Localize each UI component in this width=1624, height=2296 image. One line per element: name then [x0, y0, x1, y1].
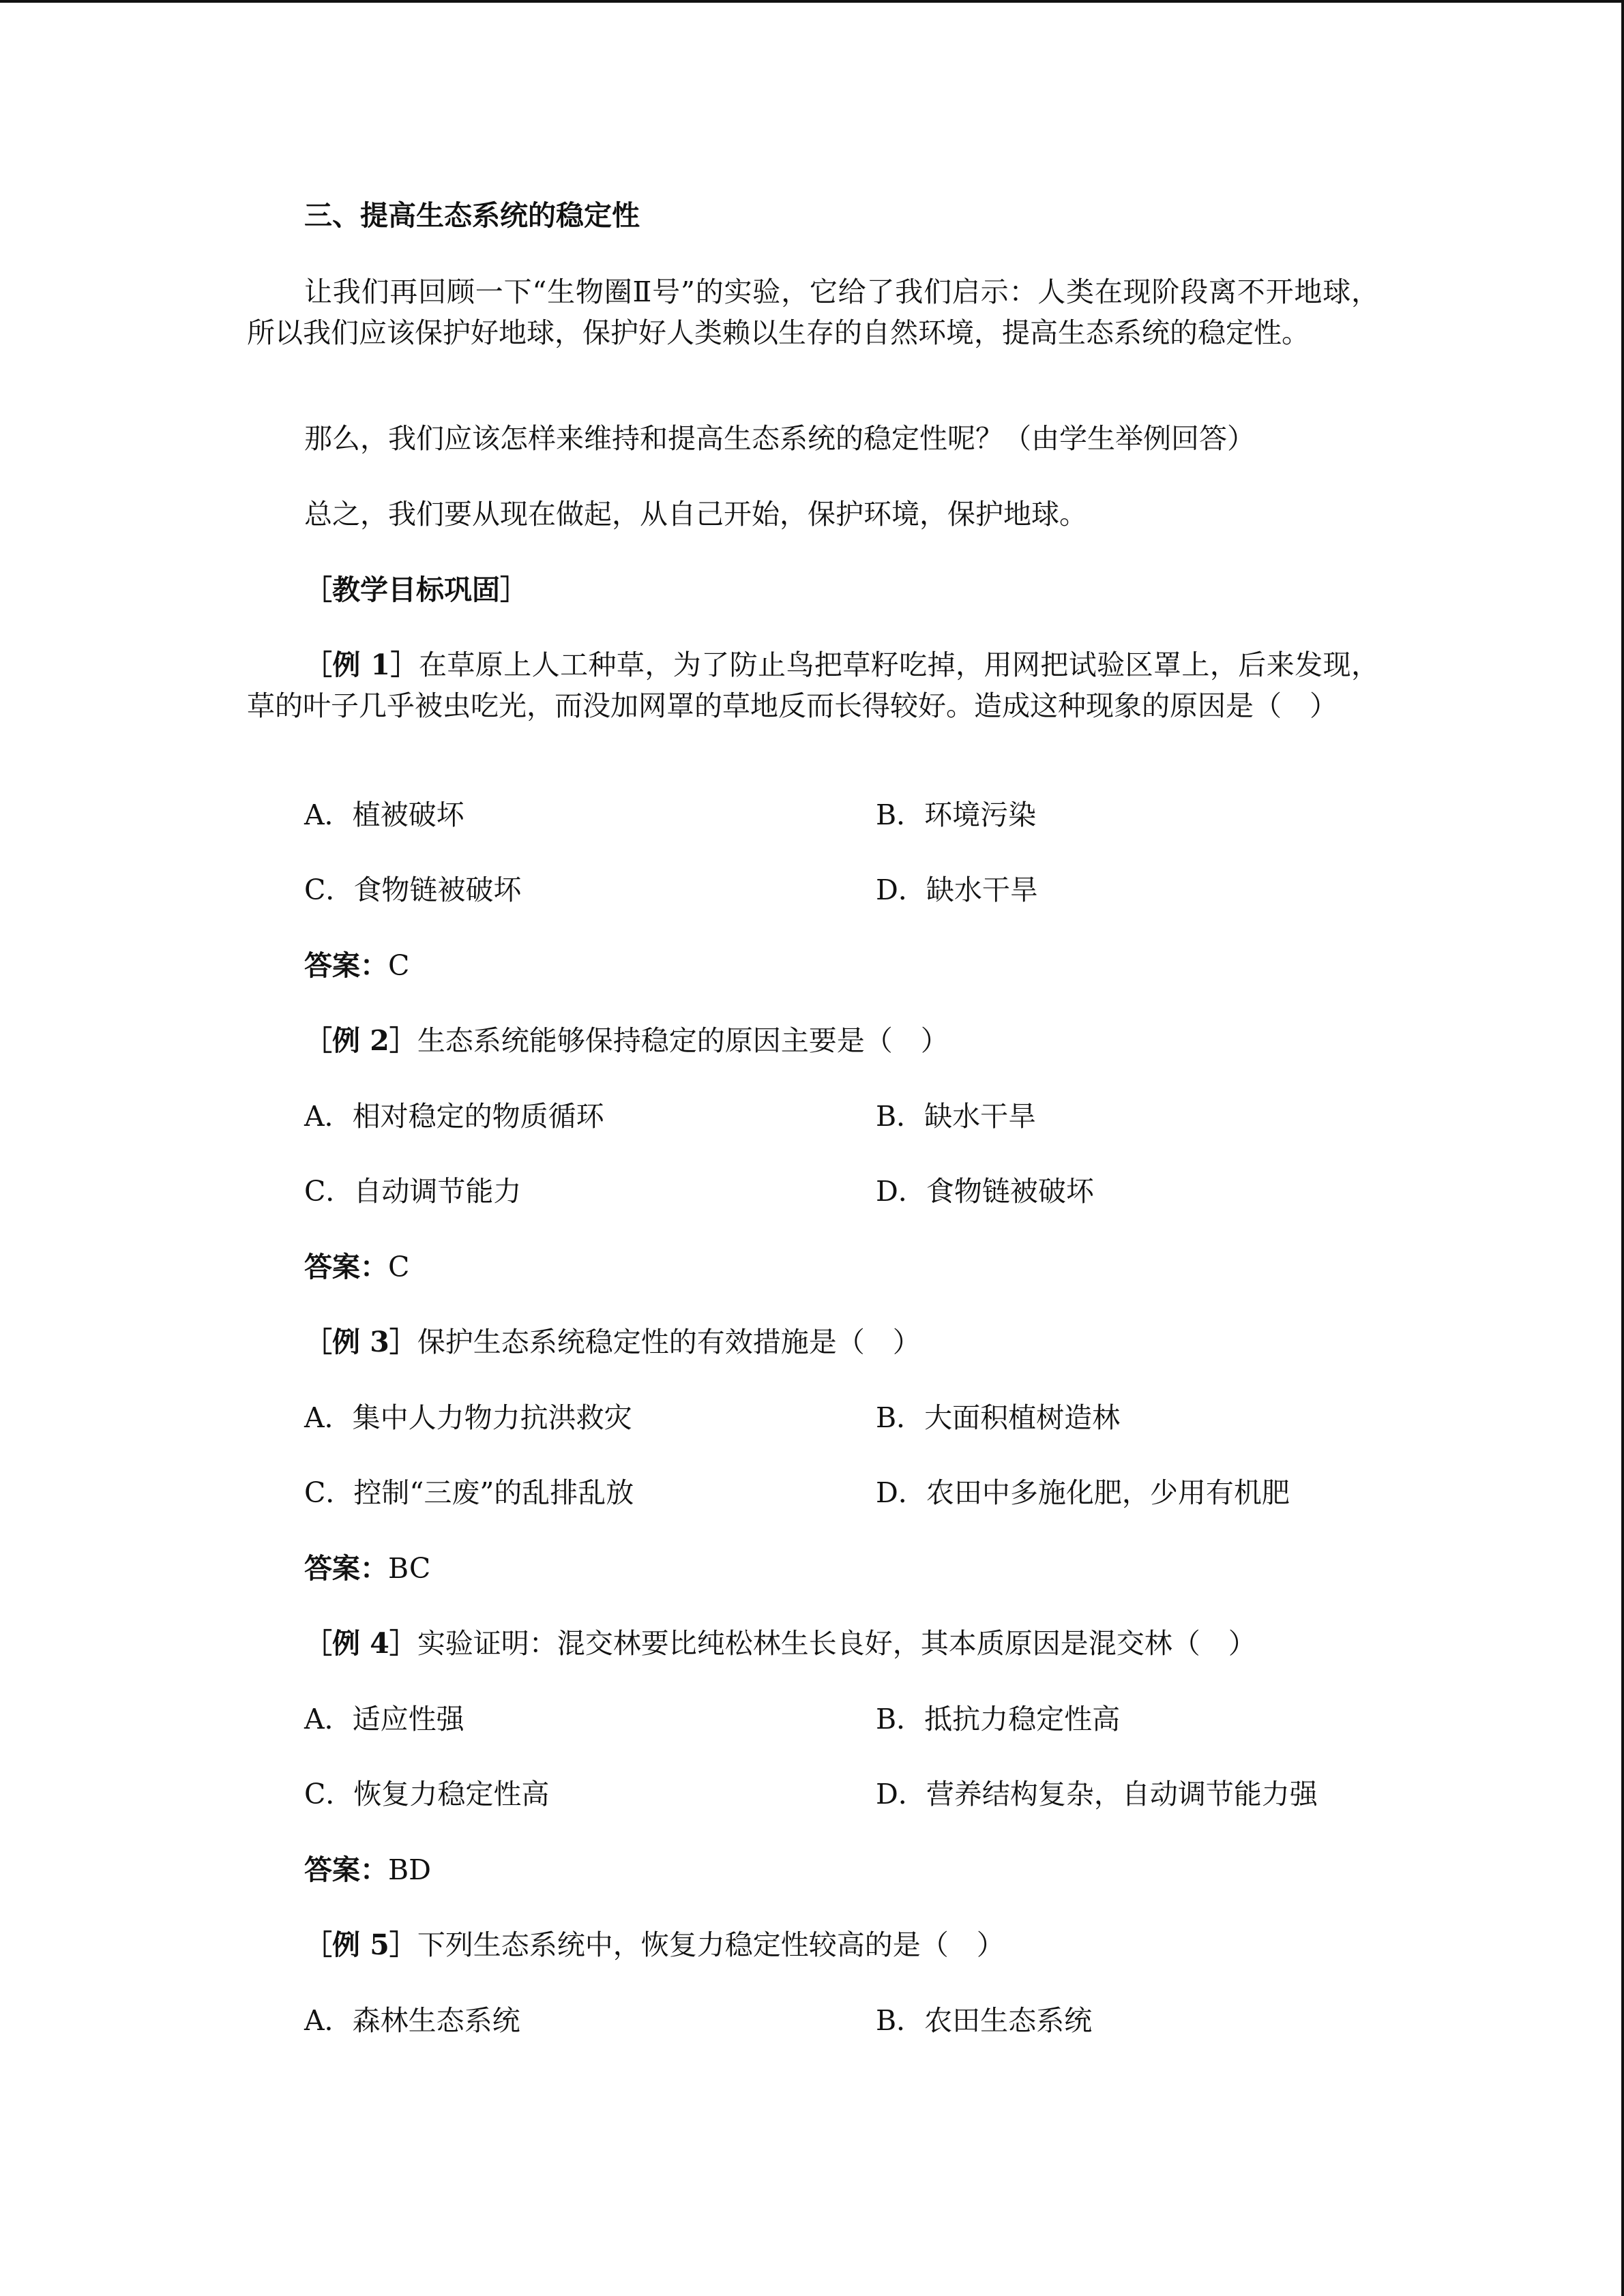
example-2-question	[304, 1020, 949, 1061]
example-2-answer-value: C	[388, 1251, 410, 1283]
example-2-option-b: B．缺水干旱	[876, 1100, 1037, 1133]
example-2-option-c: C．自动调节能力	[304, 1175, 522, 1208]
example-1-answer	[304, 945, 409, 986]
example-1-label: ［例 1］	[304, 648, 419, 681]
example-5-label: ［例 5］	[304, 1928, 417, 1961]
example-4-stem: 实验证明：混交林要比纯松林生长良好，其本质原因是混交林（ ）	[417, 1627, 1256, 1660]
answer-label: 答案：	[304, 949, 388, 982]
example-3-option-b: B．大面积植树造林	[876, 1401, 1121, 1434]
example-1-question	[247, 644, 1379, 726]
example-3-stem: 保护生态系统稳定性的有效措施是（ ）	[417, 1326, 921, 1358]
answer-label: 答案：	[304, 1251, 388, 1283]
page-border-top	[0, 0, 1624, 3]
example-5-question	[304, 1924, 1005, 1965]
example-3-label: ［例 3］	[304, 1326, 417, 1358]
answer-label: 答案：	[304, 1552, 388, 1585]
example-3-answer-value: BC	[388, 1552, 431, 1585]
example-2-option-d: D．食物链被破坏	[876, 1175, 1094, 1208]
example-2-label: ［例 2］	[304, 1024, 417, 1057]
consolidation-heading: ［教学目标巩固］	[304, 573, 528, 606]
example-4-option-c: C．恢复力稳定性高	[304, 1778, 550, 1810]
example-2-answer	[304, 1247, 409, 1287]
summary-paragraph: 总之，我们要从现在做起，从自己开始，保护环境，保护地球。	[304, 498, 1087, 531]
example-2-stem: 生态系统能够保持稳定的原因主要是（ ）	[417, 1024, 949, 1057]
example-1-option-d: D．缺水干旱	[876, 874, 1038, 906]
example-3-answer	[304, 1548, 430, 1589]
example-4-answer-value: BD	[388, 1853, 432, 1886]
example-5-option-a: A．森林生态系统	[304, 2004, 520, 2037]
example-4-label: ［例 4］	[304, 1627, 417, 1660]
intro-paragraph: 让我们再回顾一下“生物圈Ⅱ号”的实验，它给了我们启示：人类在现阶段离不开地球，所以我们应该保护好地球，保护好人类赖以生存的自然环境，提高生态系统的稳定性。	[247, 275, 1379, 349]
example-1-stem: 在草原上人工种草，为了防止鸟把草籽吃掉，用网把试验区罩上，后来发现，草的叶子几乎被虫吃光，而没加网罩的草地反而长得较好。造成这种现象的原因是（ ）	[247, 648, 1379, 722]
example-4-option-b: B．抵抗力稳定性高	[876, 1703, 1121, 1735]
example-1-option-a: A．植被破坏	[304, 799, 464, 831]
example-3-option-d: D．农田中多施化肥，少用有机肥	[876, 1476, 1290, 1509]
page-border-right	[1621, 0, 1624, 2296]
example-4-answer	[304, 1849, 431, 1890]
answer-label: 答案：	[304, 1853, 388, 1886]
example-5-stem: 下列生态系统中，恢复力稳定性较高的是（ ）	[417, 1928, 1005, 1961]
question-paragraph: 那么，我们应该怎样来维持和提高生态系统的稳定性呢？（由学生举例回答）	[304, 422, 1255, 455]
example-4-option-a: A．适应性强	[304, 1703, 464, 1735]
example-1-answer-value: C	[388, 949, 410, 982]
example-3-question	[304, 1322, 921, 1362]
example-2-option-a: A．相对稳定的物质循环	[304, 1100, 604, 1133]
example-4-option-d: D．营养结构复杂，自动调节能力强	[876, 1778, 1318, 1810]
example-4-question	[304, 1623, 1256, 1664]
example-3-option-c: C．控制“三废”的乱排乱放	[304, 1476, 634, 1509]
example-1-option-c: C．食物链被破坏	[304, 874, 522, 906]
example-3-option-a: A．集中人力物力抗洪救灾	[304, 1401, 632, 1434]
example-1-option-b: B．环境污染	[876, 799, 1037, 831]
section-title: 三、提高生态系统的稳定性	[304, 199, 640, 232]
example-5-option-b: B．农田生态系统	[876, 2004, 1093, 2037]
